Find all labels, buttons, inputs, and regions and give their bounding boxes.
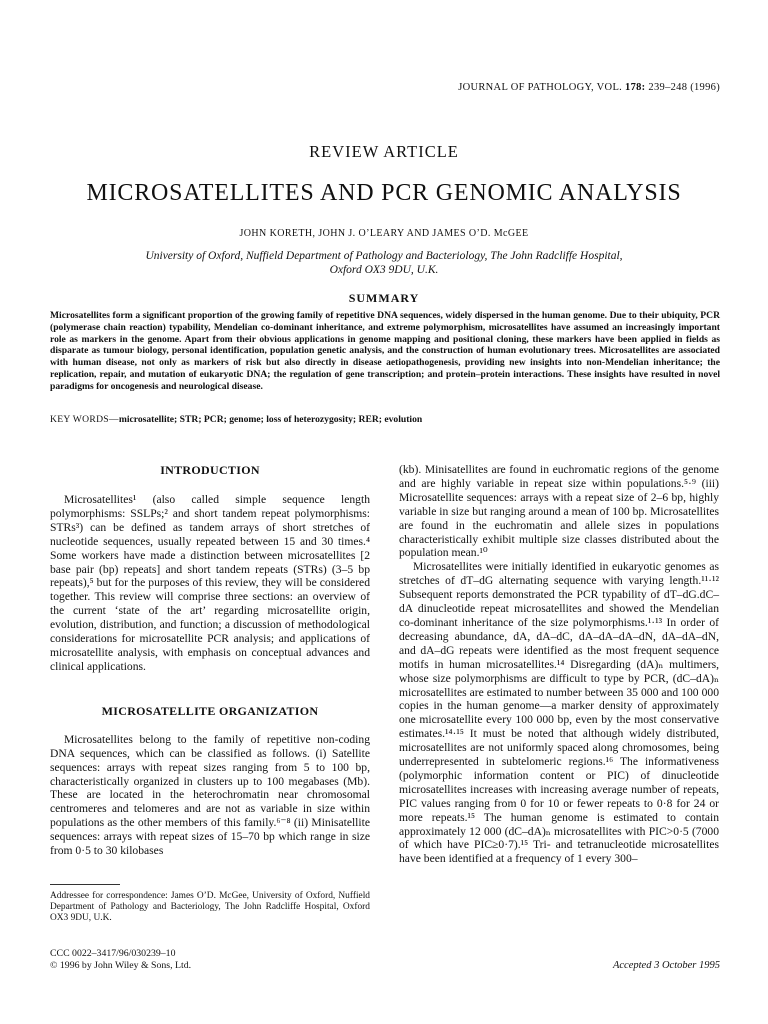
ccc-code: CCC 0022–3417/96/030239–10 [50,948,176,959]
journal-citation [458,82,720,93]
key-words-text: microsatellite; STR; PCR; genome; loss of heterozygosity; RER; evolution [118,414,423,425]
copyright-line: © 1996 by John Wiley & Sons, Ltd. [50,959,192,971]
key-words-label: KEY WORDS— [50,414,119,425]
footnote-divider [50,884,120,885]
left-column [50,463,370,858]
summary-text: Microsatellites form a significant proportion of the growing family of repetitive DNA sequences, widely dispersed in the human genome. Due to their ubiquity, PCR (polymerase chain reaction) typability, Mendelian co-dominant inheritance, and extreme polymorphism, microsatellites have assumed an increasingly important role as markers in the genome. Apart from their obvious applications in genome mapping and positional cloning, these markers have been applied in fields as disparate as tumour biology, personal identification, population genetic analysis, and the construction of human evolutionary trees. Microsatellites are associated with human disease, not only as markers of risk but also directly in disease aetiopathogenesis, providing new insights into non-Mendelian inheritance; the replication, repair, and mutation of eukaryotic DNA; the regulation of gene transcription; and protein–protein interactions. These insights have resulted in novel paradigms for oncogenesis and neurological disease. [50,310,720,392]
article-type: REVIEW ARTICLE [309,142,459,161]
right-paragraph-2: Microsatellites were initially identified in eukaryotic genomes as stretches of dT–dG alternating sequence with varying length.¹¹·¹² Subsequent reports demonstrated the PCR typability of dT–dG.dC–dA dinucleotide repeat microsatellites and showed the Mendelian co-dominant inheritance of the size polymorphisms.¹·¹³ In order of decreasing abundance, dA, dA–dC, dA–dA–dA–dN, dA–dA–dN, and dA–dG repeats were identified as the most frequent sequence motifs in human microsatellites.¹⁴ Disregarding (dA)ₙ multimers, whose size polymorphisms are difficult to type by PCR, (dC–dA)ₙ microsatellites are estimated to number between 35 000 and 100 000 copies in the human genome—a marker density of approximately one microsatellite every 100 000 bp, even by the most conservative estimates.¹⁴·¹⁵ It must be noted that although widely distributed, microsatellites are not uniformly spaced along chromosomes, being underrepresented in subtelomeric regions.¹⁶ The informativeness (polymorphic information content or PIC) of dinucleotide microsatellites increases with increasing average number of repeats, PIC values ranging from 0 for 10 or fewer repeats to 0·8 for 24 or more repeats.¹⁵ The human genome is estimated to contain approximately 12 000 (dC–dA)ₙ microsatellites with PIC>0·5 (7000 of which have PIC≥0·7).¹⁵ Tri- and tetranucleotide microsatellites have been identified at a frequency of 1 every 300– [399,560,719,866]
key-words [50,414,720,425]
affiliation [0,249,768,277]
summary-heading: SUMMARY [348,291,420,305]
organization-heading: MICROSATELLITE ORGANIZATION [101,703,319,718]
introduction-paragraph: Microsatellites¹ (also called simple sequence length polymorphisms: SSLPs;² and short tandem repeat polymorphisms: STRs³) can be defined as tandem arrays of short stretches of nucleotide sequences, usually repeated between 15 and 30 times.⁴ Some workers have made a distinction between microsatellites [2 base pair (bp) repeats] and short tandem repeats (STRs) (3–5 bp repeats),⁵ but for the purposes of this review, they will be considered together. This review will comprise three sections: an overview of the current ‘state of the art’ regarding microsatellite origin, evolution, distribution, and function; a discussion of methodological considerations for microsatellite PCR analysis; and applications of microsatellite analysis, with emphasis on conceptual advances and clinical applications. [50,493,370,673]
introduction-heading: INTRODUCTION [160,463,260,477]
correspondence-footnote: Addressee for correspondence: James O’D. McGee, University of Oxford, Nuffield Department of Pathology and Bacteriology, The John Radcliffe Hospital, Oxford OX3 9DU, U.K. [50,891,370,924]
journal-pages-year: 239–248 (1996) [648,82,720,93]
affiliation-line-1: University of Oxford, Nuffield Department of Pathology and Bacteriology, The John Radcliffe Hospital, [145,250,623,262]
copyright-block [50,948,191,971]
journal-volume: 178: [625,82,646,93]
journal-name: JOURNAL OF PATHOLOGY, VOL. [458,82,623,93]
accepted-date: Accepted 3 October 1995 [612,960,720,971]
affiliation-line-2: Oxford OX3 9DU, U.K. [329,264,439,276]
right-paragraph-1: (kb). Minisatellites are found in euchromatic regions of the genome and are highly variable in repeat size within populations.⁵·⁹ (iii) Microsatellite sequences: arrays with a repeat size of 2–6 bp, highly variable in size but ranging around a mean of 100 bp. Microsatellites are found in the euchromatin and allele sizes in populations characteristically exhibit multiple size classes distributed about the population mean.¹⁰ [399,463,719,560]
organization-paragraph: Microsatellites belong to the family of repetitive non-coding DNA sequences, which can be classified as follows. (i) Satellite sequences: arrays with repeat sizes ranging from 5 to 100 bp, characteristically organized in clusters up to 100 megabases (Mb). These are located in the heterochromatin near chromosomal centromeres and telomeres and are not as variable in size within populations as the other members of this family.⁶⁻⁸ (ii) Minisatellite sequences: arrays with repeat sizes of 15–70 bp which range in size from 0·5 to 30 kilobases [50,732,370,858]
authors: JOHN KORETH, JOHN J. O’LEARY AND JAMES O’D. McGEE [239,228,529,239]
article-title: MICROSATELLITES AND PCR GENOMIC ANALYSIS [86,180,682,206]
right-column [399,463,719,866]
